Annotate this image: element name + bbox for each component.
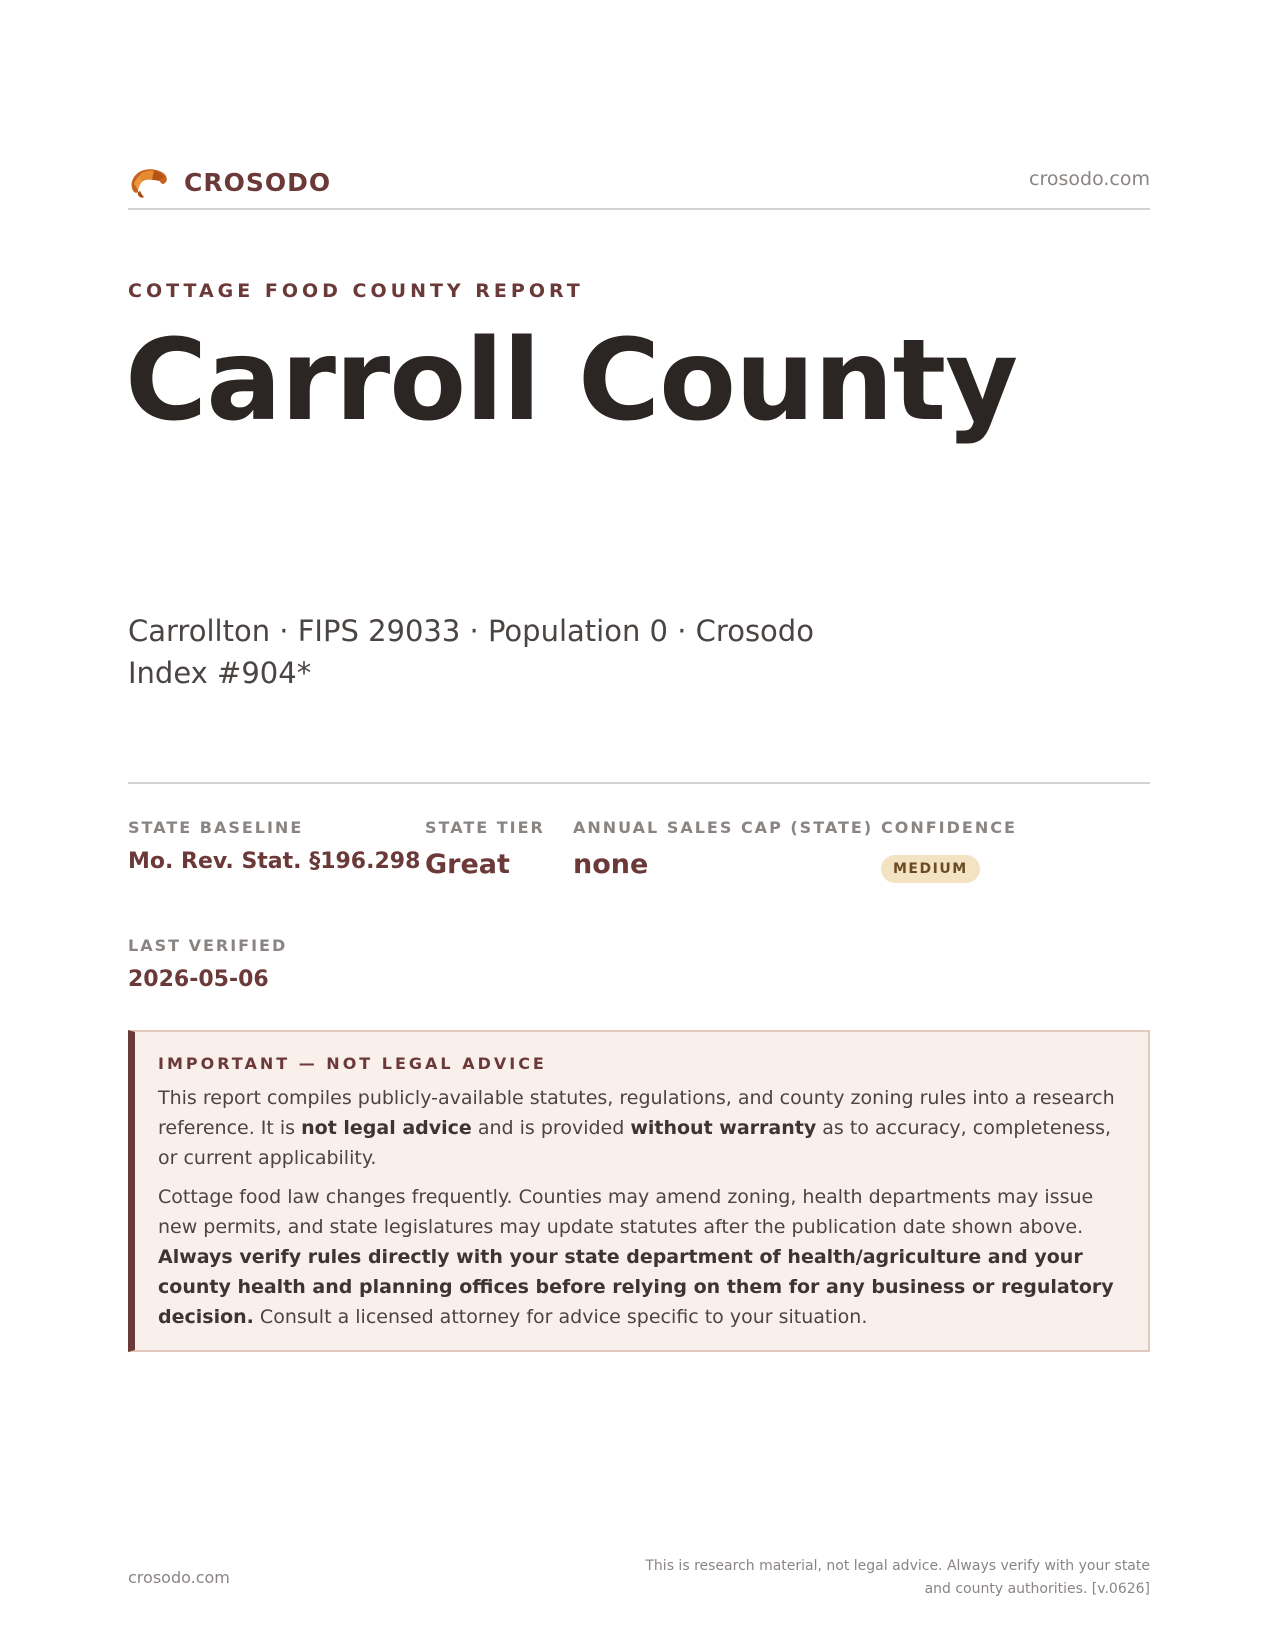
stat-value: Mo. Rev. Stat. §196.298 — [128, 849, 421, 874]
notice-heading: IMPORTANT — NOT LEGAL ADVICE — [158, 1054, 547, 1073]
stat-label: STATE BASELINE — [128, 818, 304, 837]
stat-state-tier — [425, 818, 545, 880]
notice-text: and is provided — [471, 1117, 631, 1139]
notice-emphasis: Always verify rules directly with your state department of health/agriculture and your county health and planning offices before relying on them for any business or regulatory decision. — [158, 1246, 1114, 1328]
page-title: Carroll County — [125, 316, 1018, 446]
divider — [128, 782, 1150, 784]
stat-state-baseline — [128, 818, 420, 874]
footer-disclaimer — [630, 1555, 1150, 1601]
stat-label: ANNUAL SALES CAP (STATE) — [573, 818, 874, 837]
brand[interactable] — [128, 162, 331, 202]
legal-notice — [128, 1030, 1150, 1352]
report-eyebrow: COTTAGE FOOD COUNTY REPORT — [128, 280, 584, 302]
notice-emphasis: not legal advice — [301, 1117, 472, 1139]
notice-text: Consult a licensed attorney for advice specific to your situation. — [253, 1306, 868, 1328]
site-link[interactable]: crosodo.com — [1029, 168, 1150, 190]
footer-disclaimer-line: This is research material, not legal advice. Always verify with your state — [645, 1558, 1150, 1574]
stat-label: LAST VERIFIED — [128, 936, 288, 955]
stat-confidence — [881, 818, 1017, 883]
notice-paragraph-1 — [158, 1083, 1124, 1173]
brand-name: CROSODO — [184, 167, 332, 197]
stat-last-verified — [128, 936, 287, 992]
report-page — [125, 0, 1150, 1650]
stat-value: Great — [425, 849, 510, 880]
stat-annual-sales-cap — [573, 818, 873, 880]
footer-disclaimer-line: and county authorities. [v.0626] — [924, 1581, 1150, 1597]
notice-text: This report compiles publicly-available statutes, regulations, and county zoning rules into a research reference. It is — [158, 1087, 1115, 1139]
confidence-badge: MEDIUM — [881, 855, 980, 883]
notice-text: Cottage food law changes frequently. Counties may amend zoning, health departments may issue new permits, and state legislatures may update statutes after the publication date shown above. — [158, 1186, 1094, 1238]
stat-value: none — [573, 849, 649, 880]
stat-label: STATE TIER — [425, 818, 545, 837]
notice-emphasis: without warranty — [630, 1117, 817, 1139]
croissant-icon — [128, 162, 170, 202]
page-header — [128, 158, 1150, 210]
footer-site-link[interactable]: crosodo.com — [128, 1568, 230, 1587]
notice-text: as to accuracy, completeness, or current applicability. — [158, 1117, 1112, 1169]
stat-value: 2026-05-06 — [128, 967, 269, 992]
stat-label: CONFIDENCE — [881, 818, 1017, 837]
notice-paragraph-2 — [158, 1182, 1124, 1332]
report-subtitle: Carrollton · FIPS 29033 · Population 0 · Crosodo Index #904* — [128, 614, 814, 690]
